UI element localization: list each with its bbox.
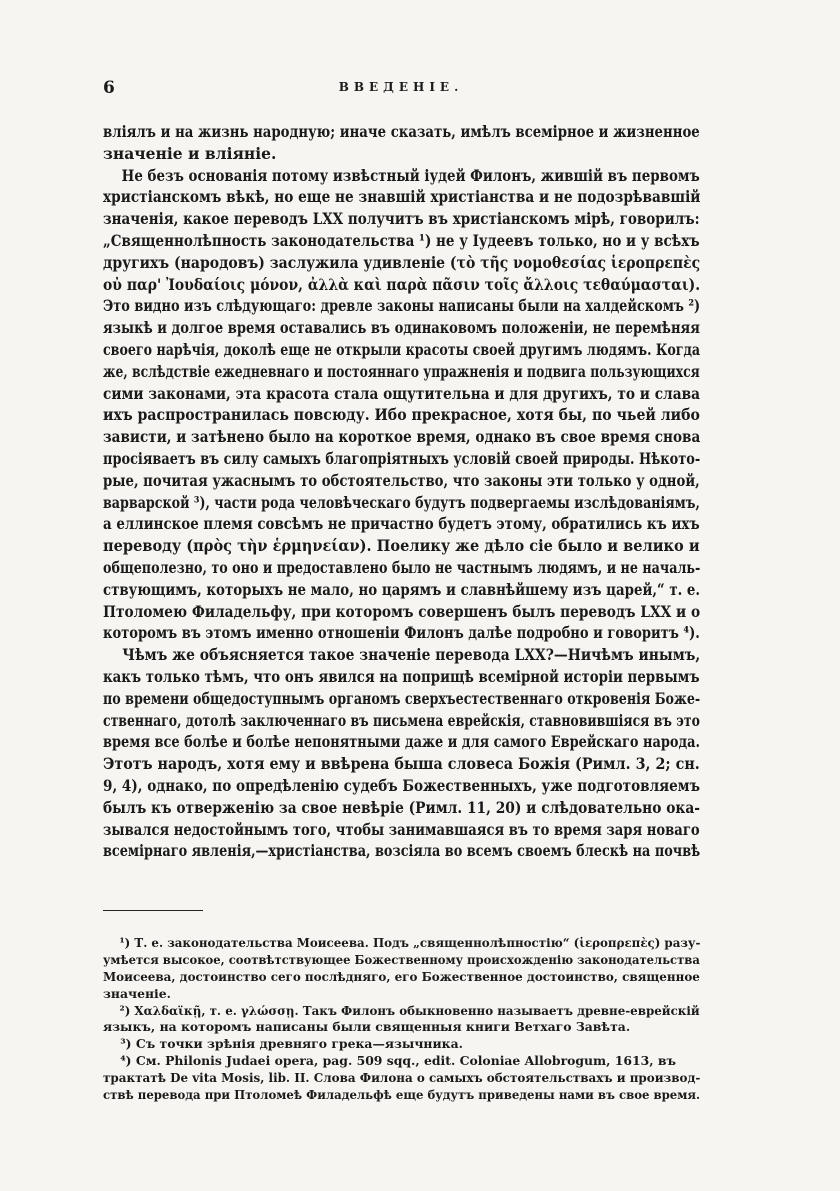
text-line: „Священнолѣпность законодательства ¹) не у Іудеевъ только, но и у всѣхъ	[103, 230, 700, 250]
footnote-line: ¹) Т. е. законодательства Моисеева. Подъ „священнолѣпностію“ (ἱεροπρεπὲς) разу-	[103, 935, 701, 950]
text-line: христіанскомъ вѣкѣ, но еще не знавшій христіанства и не подозрѣвавшій	[103, 187, 701, 207]
text-line: время все болѣе и болѣе непонятными даже и для самого Еврейскаго народа.	[103, 732, 701, 752]
footnote-line: Моисеева, достоинство сего послѣдняго, его Божественное достоинство, священное	[103, 968, 700, 984]
footnote-line: ³) Съ точки зрѣнія древняго грека—язычника.	[103, 1036, 463, 1052]
text-line: переводу (πρὸς τὴν ἑρμηνείαν). Поелику же дѣло сіе было и велико и	[103, 536, 700, 556]
text-line: ствующимъ, которыхъ не мало, но царямъ и славнѣйшему изъ царей,“ т. е.	[103, 579, 701, 599]
footnotes	[103, 935, 700, 1104]
footnote-line: ⁴) См. Philonis Judaei opera, pag. 509 sqq., edit. Coloniae Allobrogum, 1613, въ	[103, 1053, 677, 1069]
text-line: вліялъ и на жизнь народную; иначе сказать, имѣлъ всемірное и жизненное	[103, 122, 700, 141]
text-line: Не безъ основанія потому извѣстный іудей Филонъ, жившій въ первомъ	[103, 165, 700, 185]
text-line: зависти, и затѣнено было на короткое время, однако въ свое время снова	[103, 427, 701, 447]
main-text	[103, 121, 700, 862]
text-line: варварской ³), части рода человѣческаго будутъ подвергаемы изслѣдованіямъ,	[103, 492, 700, 512]
running-title: ВВЕДЕНІЕ.	[338, 80, 464, 94]
footnote-line: трактатѣ De vita Mosis, lib. II. Слова Филона о самыхъ обстоятельствахъ и производ-	[103, 1070, 701, 1086]
text-line: значеніе и вліяніе.	[103, 143, 277, 163]
text-line: значенія, какое переводъ LXX получитъ въ христіанскомъ мірѣ, говорилъ:	[103, 209, 700, 229]
text-line: а еллинское племя совсѣмъ не причастно будетъ этому, обратились къ ихъ	[103, 514, 700, 534]
text-line: Чѣмъ же объясняется такое значеніе перевода LXX?—Ничѣмъ инымъ,	[103, 645, 701, 665]
footnote-separator	[103, 910, 203, 911]
text-line: просіяваетъ въ силу самыхъ благопріятныхъ условій своей природы. Нѣкото-	[103, 448, 701, 468]
text-line: ственнаго, дотолѣ заключеннаго въ письмена еврейскія, ставновившіяся въ это	[103, 710, 700, 730]
text-line: по времени общедоступнымъ органомъ сверхъестественнаго откровенія Боже-	[103, 688, 701, 708]
text-line: всемірнаго явленія,—христіанства, возсіяла во всемъ своемъ блескѣ на почвѣ	[103, 841, 701, 861]
footnote-line: ствѣ перевода при Птоломеѣ Филадельфѣ еще будутъ приведены нами въ свое время.	[103, 1087, 701, 1103]
text-line: другихъ (народовъ) заслужила удивленіе (τὸ τῆς νομοθεσίας ἱεροπρεπὲς	[103, 252, 701, 272]
text-line: которомъ въ этомъ именно отношеніи Филонъ далѣе подробно и говоритъ ⁴).	[103, 623, 700, 643]
text-line: былъ къ отверженію за свое невѣріе (Римл. 11, 20) и слѣдовательно ока-	[103, 797, 701, 817]
text-line: Птоломею Филадельфу, при которомъ совершенъ былъ переводъ LXX и о	[103, 601, 701, 621]
text-line: Это видно изъ слѣдующаго: древле законы написаны были на халдейскомъ ²)	[103, 296, 701, 316]
text-line: 9, 4), однако, по опредѣленію судебъ Божественныхъ, уже подготовляемъ	[103, 775, 700, 795]
text-line: рые, почитая ужаснымъ то обстоятельство, что законы эти только у одной,	[103, 470, 700, 490]
text-line: какъ только тѣмъ, что онъ явился на поприщѣ всемірной исторіи первымъ	[103, 666, 700, 686]
footnote-line: ²) Χαλδαϊκῇ, т. е. γλώσσῃ. Такъ Филонъ обыкновенно называетъ древне-еврейскій	[103, 1002, 700, 1018]
text-line: общеполезно, то оно и предоставлено было не частнымъ людямъ, и не началь-	[103, 557, 701, 577]
text-line: своего нарѣчія, доколѣ еще не открыли красоты своей другимъ людямъ. Когда	[103, 339, 701, 359]
page-header	[103, 78, 699, 100]
page-number: 6	[103, 78, 115, 98]
text-line: же, вслѣдствіе ежедневнаго и постояннаго упражненія и подвига пользующихся	[103, 361, 700, 381]
text-line: языкѣ и долгое время оставались въ одинаковомъ положеніи, не перемѣняя	[103, 318, 700, 338]
text-line: Этотъ народъ, хотя ему и ввѣрена быша словеса Божія (Римл. 3, 2; сн.	[103, 754, 700, 774]
footnote-line: языкъ, на которомъ написаны были священныя книги Ветхаго Завѣта.	[103, 1019, 631, 1035]
text-line: сими законами, эта красота стала ощутительна и для другихъ, то и слава	[103, 383, 700, 403]
text-line: ихъ распространилась повсюду. Ибо прекрасное, хотя бы, по чьей либо	[103, 405, 700, 425]
text-line: зывался недостойнымъ того, чтобы занимавшаяся въ то время заря новаго	[103, 819, 700, 839]
footnote-line: умѣется высокое, соотвѣтствующее Божественному происхожденію законодательства	[103, 951, 700, 967]
footnote-line: значеніе.	[103, 985, 171, 1001]
text-line: οὐ παρ' Ἰουδαίοις μόνον, ἀλλὰ καὶ παρὰ πᾶσιν τοῖς ἄλλοις τεθαύμασται).	[103, 274, 701, 294]
